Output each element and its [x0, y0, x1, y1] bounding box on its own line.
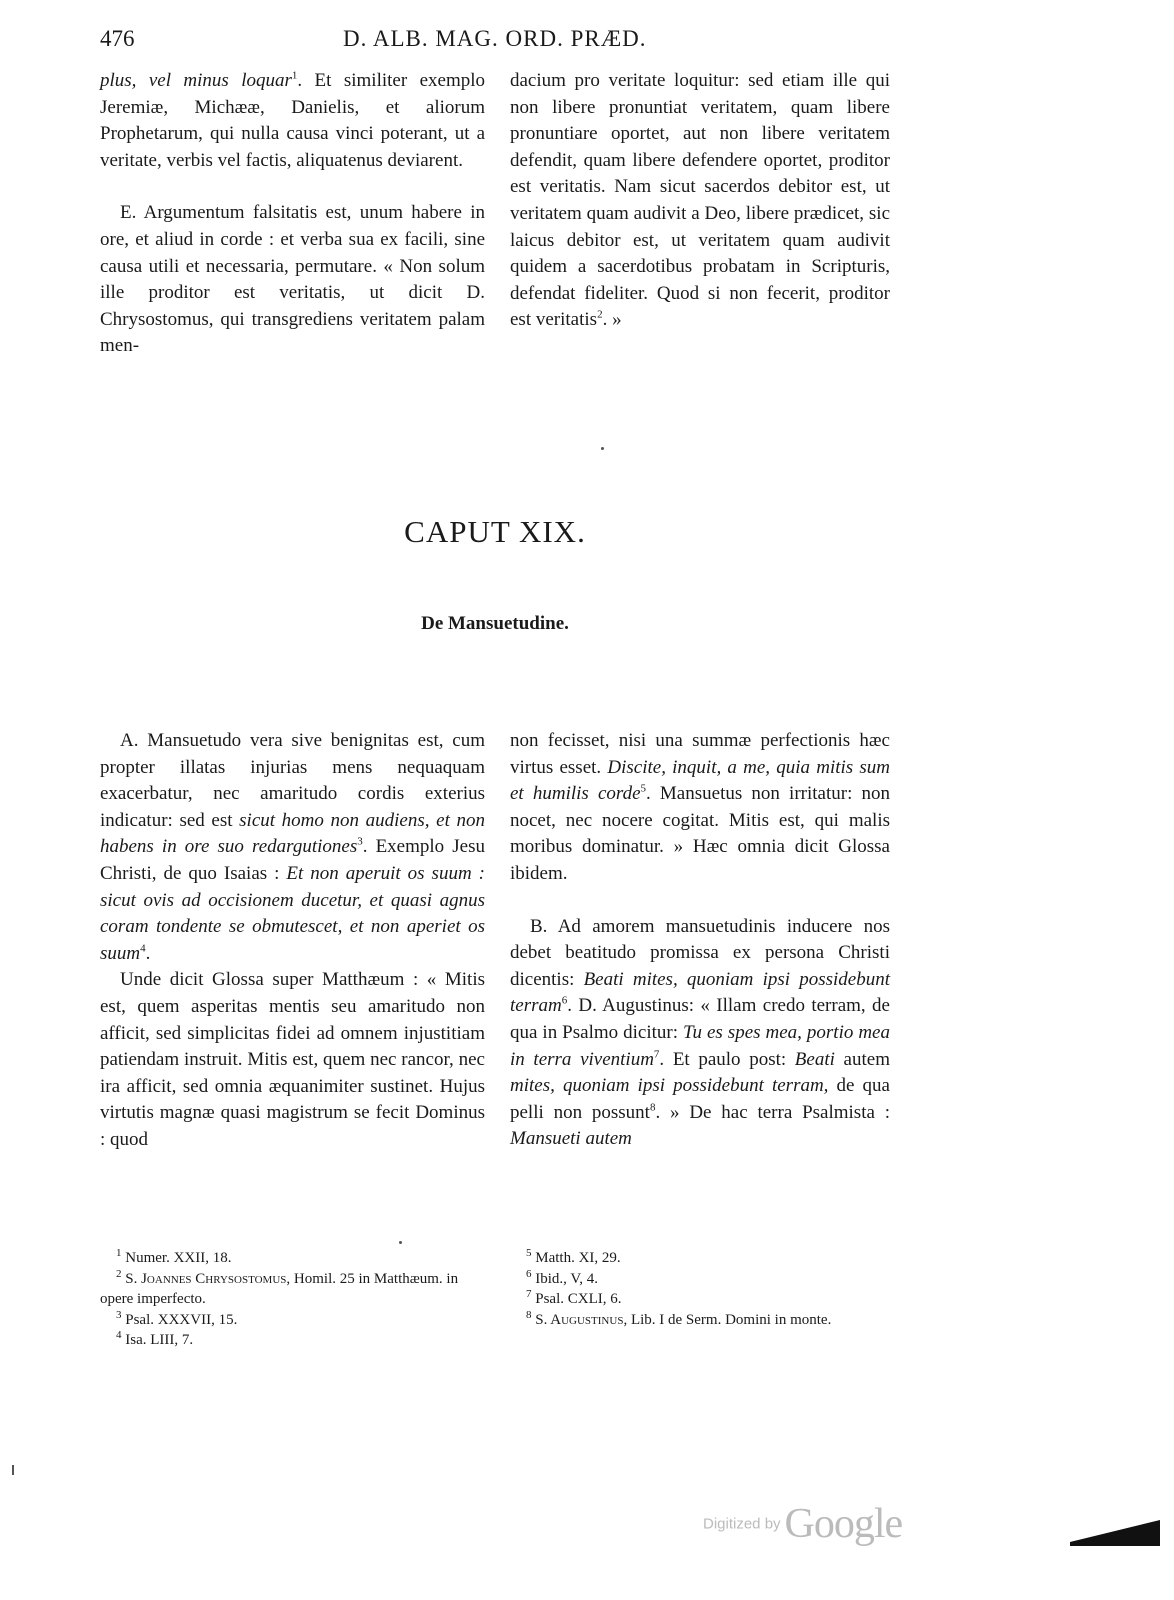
footnote: $^6$ Ibid., V, 4. — [526, 1267, 599, 1287]
paragraph-b: B. Ad amorem mansuetudinis inducere nos debet beatitudo promissa ex persona Christi dicentis: Beati mites, quoniam ipsi possidebunt terram$^6$. D. Augustinus: « Illam credo terram, de qua in Psalmo dicitur: Tu es spes mea, portio mea in terra viventium$^7$. Et paulo post: Beati autem mites, quoniam ipsi possidebunt terram, de qua pelli non possunt$^8$. » De hac terra Psalmista : Mansueti autem — [510, 915, 891, 1150]
footnotes-right — [510, 1248, 890, 1330]
top-right-column — [510, 68, 890, 334]
footnote-ref: 7 — [653, 1048, 660, 1061]
page-edge-mark — [1070, 1520, 1160, 1546]
running-title: D. ALB. MAG. ORD. PRÆD. — [343, 26, 647, 51]
bottom-right-column — [510, 728, 890, 1153]
scan-speck — [601, 447, 604, 450]
footnote: $^8$ S. Augustinus, Lib. I de Serm. Domini in monte. — [526, 1308, 832, 1328]
page-header — [100, 26, 650, 56]
footnote: $^1$ Numer. XXII, 18. — [116, 1247, 232, 1266]
page-number: 476 — [100, 26, 135, 51]
footnote: $^3$ Psal. XXXVII, 15. — [116, 1308, 238, 1328]
bottom-left-column — [100, 728, 485, 1154]
top-left-column — [100, 68, 485, 360]
footnote-ref: 3 — [357, 836, 363, 849]
digitized-by-label: Digitized by — [703, 1515, 781, 1533]
footnotes-left — [100, 1248, 485, 1351]
scan-speck — [399, 1241, 402, 1244]
google-watermark — [703, 1500, 902, 1550]
google-logo: Google — [784, 1501, 903, 1547]
footnote: $^7$ Psal. CXLI, 6. — [526, 1288, 622, 1307]
chapter-subtitle: De Mansuetudine. — [421, 613, 569, 634]
footnote-ref: 2 — [597, 309, 603, 322]
paragraph-continuation: non fecisset, nisi una summæ perfectionis hæc virtus esset. Discite, inquit, a me, quia mitis sum et humilis corde$^5$. Mansuetus non irritatur: non nocet, nec nocere cogitat. Mitis est, qui malis moribus dominatur. » Hæc omnia dicit Glossa ibidem. — [510, 730, 890, 884]
paragraph-a: A. Mansuetudo vera sive benignitas est, cum propter illatas injurias mens nequaquam exacerbatur, nec amaritudo cordis exterius indicatur: sed est sicut homo non audiens, et non habens in ore suo redargutiones$^3$. Exemplo Jesu Christi, de quo Isaias : Et non aperuit os suum : sicut ovis ad occisionem ducetur, et quasi agnus coram tondente se obmutescet, et non aperiet os suum$^4$. — [100, 730, 485, 964]
chapter-title: CAPUT XIX. — [404, 514, 586, 549]
paragraph-continuation: dacium pro veritate loquitur: sed etiam ille qui non libere pronuntiat veritatem, quam libere pronuntiare oportet, aut non libere veritatem defendit, quam libere defendere oportet, proditor est veritatis. Nam sicut sacerdos debitor est, ut veritatem quam audivit a Deo, libere prædicet, sic laicus debitor est, ut veritatem quam audivit quidem a sacerdotibus probatam in Scripturis, defendat fideliter. Quod si non fecerit, proditor est veritatis$^2$. » — [510, 70, 890, 331]
footnote: $^2$ S. Joannes Chrysostomus, Homil. 25 in Matthæum. in opere imperfecto. — [100, 1267, 459, 1307]
footnote-ref: 4 — [140, 942, 146, 955]
paragraph-unde: Unde dicit Glossa super Matthæum : « Mitis est, quem asperitas mentis seu amaritudo non afficit, sed simplicitas fidei ad omnem injustitiam patiendam instruit. Mitis est, quem nec rancor, nec ira afficit, sed omnia æquanimiter sustinet. Hujus virtutis magnæ quasi magistrum se fecit Dominus : quod — [100, 969, 485, 1150]
footnote: $^5$ Matth. XI, 29. — [526, 1247, 621, 1266]
scan-speck — [12, 1465, 14, 1475]
footnote-ref: 6 — [561, 995, 568, 1008]
paragraph-e: E. Argumentum falsitatis est, unum habere in ore, et aliud in corde : et verba sua ex facili, sine causa utili et necessaria, permutare. « Non solum ille proditor est veritatis, ut dicit D. Chrysostomus, qui transgrediens veritatem palam men- — [100, 202, 485, 357]
footnote: $^4$ Isa. LIII, 7. — [116, 1329, 194, 1348]
footnote-ref: 5 — [640, 782, 647, 795]
footnote-ref: 1 — [291, 69, 298, 82]
paragraph-continuation: plus, vel minus loquar$^1$. Et similiter exemplo Jeremiæ, Michææ, Danielis, et aliorum Prophetarum, qui nulla causa vinci poterant, ut a veritate, verbis vel factis, aliquatenus deviarent. — [100, 69, 485, 171]
footnote-ref: 8 — [649, 1101, 656, 1114]
